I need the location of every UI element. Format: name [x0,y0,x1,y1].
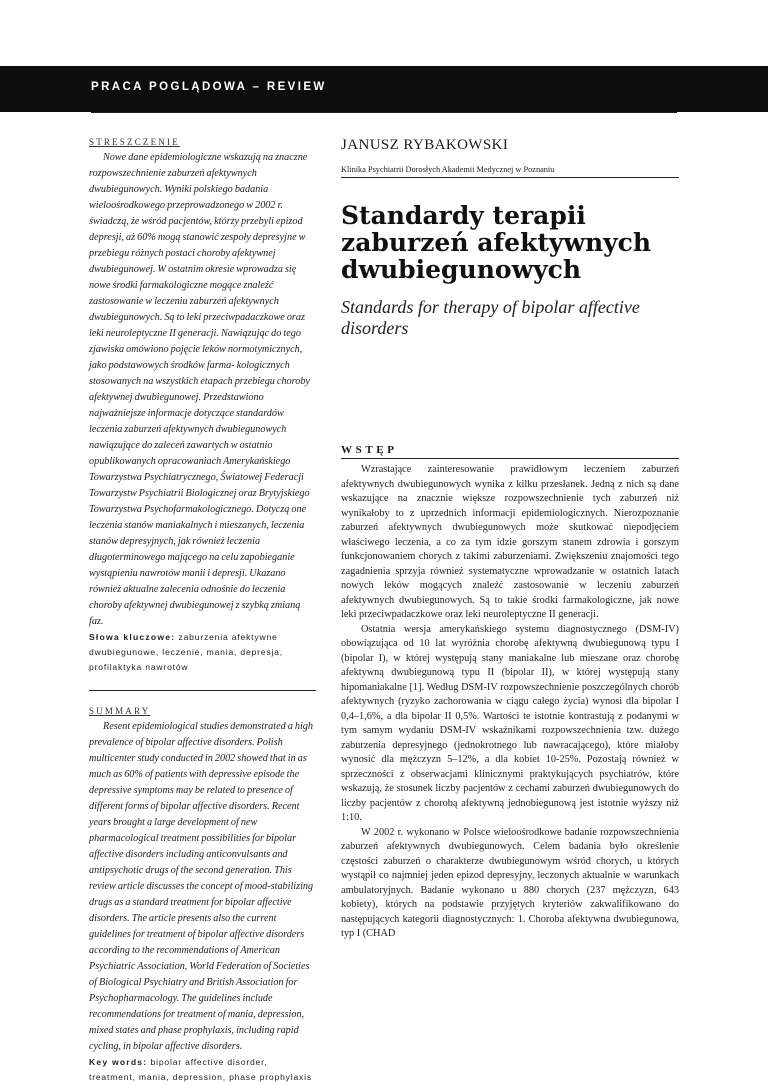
abstract-pl-label: STRESZCZENIE [89,137,180,147]
section-banner [0,66,768,112]
title-english: Standards for therapy of bipolar affective disorders [341,297,640,338]
author-name: JANUSZ RYBAKOWSKI [341,137,509,153]
author-affiliation: Klinika Psychiatrii Dorosłych Akademii Medycznej w Poznaniu [341,165,679,178]
abstract-en-keywords [89,1055,316,1085]
abstract-column [89,137,316,1085]
banner-underline [91,112,677,113]
abstract-pl-text: Nowe dane epidemiologiczne wskazują na znaczne rozpowszechnienie zaburzeń afektywnych dwubiegunowych. Wyniki polskiego badania wieloośrodkowego przeprowadzonego w 2002 r. świadczą, że wśród pacjentów, którzy przebyli epizod depresji, aż 60% mogą stanowić zespoły depresyjne w przebiegu różnych postaci choroby afektywnej dwubiegunowej. W ostatnim okresie wprowadza się nowe środki farmakologiczne mogące znaleźć zastosowanie w leczeniu zaburzeń afektywnych dwubiegunowych. Są to leki przeciwpadaczkowe oraz leki neuroleptyczne II generacji. Nawiązując do tego zjawiska omówiono pojęcie leków normotymicznych, jako podstawowych środków farma- kologicznych stosowanych na wszystkich etapach przebiegu choroby afektywnej dwubiegunowej. Przedstawiono najważniejsze informacje dotyczące standardów leczenia zaburzeń afektywnych dwubiegunowych nawiązujące do zaleceń zawartych w ostatnio opublikowanych opracowaniach Amerykańskiego Towarzystwa Psychiatrycznego, Światowej Federacji Towarzystw Psychiatrii Biologicznej oraz Brytyjskiego Towarzystwa Psychofarmakologicznego. Dotyczą one leczenia stanów maniakalnych i mieszanych, leczenia stanów depresyjnych, jak również leczenia długoterminowego mającego na celu zapobieganie wystąpieniu nawrotów manii i depresji. Ukazano również aktualne zalecenia odnośnie do leczenia choroby afektywnej dwubiegunowej z szybką zmianą faz. [89,152,310,627]
banner-label: PRACA POGLĄDOWA – REVIEW [91,81,327,93]
intro-heading: WSTĘP [341,444,679,459]
intro-paragraph: Ostatnia wersja amerykańskiego systemu diagnostycznego (DSM-IV) obowiązująca od 10 lat wyróżnia chorobę afektywną dwubiegunową typu I (bipolar I), w której występują stany maniakalne lub mieszane oraz chorobę afektywną dwubiegunową typu II (bipolar II), w której występują stany hipomaniakalne [1]. Według DSM-IV rozpowszechnienie poszczególnych chorób afektywnych (ryzyko zachorowania w ciągu całego życia) wynosi dla bipolar I 0,4–1,6%, a dla bipolar II 0,5%. Wartości te istotnie kontrastują z podanymi w tym samym wydaniu DSM-IV wskaźnikami rozpowszechnienia tzw. dużego zaburzenia depresyjnego (jednokrotnego lub nawracającego), które miałoby wynosić dla mężczyzn 5–12%, a dla kobiet 10-25%. Pozostają również w sprzeczności z obserwacjami klinicznymi praktykujących psychiatrów, które wskazują, że stosunek liczby pacjentów z cechami zaburzeń dwubiegunowych do liczby pacjentów z chorobą afektywną jednobiegunową jest istotnie wyższy niż 1:10. [341,623,679,823]
intro-body [341,463,679,942]
intro-paragraph: W 2002 r. wykonano w Polsce wieloośrodkowe badanie rozpowszechnienia zaburzeń afektywnych dwubiegunowych. Celem badania było określenie częstości zaburzeń o charakterze dwubiegunowym wśród chorych, u których wystąpił co najmniej jeden epizod depresyjny, leczonych aktualnie w warunkach ambulatoryjnych. Badanie wykonano u 880 chorych (237 mężczyzn, 643 kobiety), których na podstawie przyjętych kryteriów zakwalifikowano do następujących kategorii diagnostycznych: 1. Choroba afektywna dwubiegunowa, typ I (CHAD [341,826,679,939]
abstract-en-label: SUMMARY [89,706,151,716]
keywords-pl-label: Słowa kluczowe: [89,632,176,642]
abstract-separator [89,690,316,691]
intro-paragraph: Wzrastające zainteresowanie prawidłowym leczeniem zaburzeń afektywnych dwubiegunowych wynika z kilku przesłanek. Jedną z nich są dane wskazujące na znacznie większe rozpowszechnienie tych zaburzeń niż wynikałoby to z uprzednich informacji epidemiologicznych. Nierozpoznanie zaburzeń afektywnych dwubiegunowych może skutkować niepodjęciem właściwego leczenia, a co za tym idzie gorszym stanem zdrowia i gorszym funkcjonowaniem chorych z takimi zaburzeniami. Zwiększeniu znajomości tego zagadnienia sprzyja również systematyczne wprowadzanie w ostatnich latach nowych leków mogących znaleźć zastosowanie w leczeniu zaburzeń afektywnych dwubiegunowych. Są to takie środki farmakologiczne, jak nowe leki przeciwpadaczkowe oraz leki neuroleptyczne II generacji. [341,464,679,620]
article-header [341,137,679,339]
abstract-en-text: Resent epidemiological studies demonstrated a high prevalence of bipolar affective disorders. Polish multicenter study conducted in 2002 showed that in as much as 60% of patients with depressive episode the depressive symptoms may be related to presence of different forms of bipolar affective disorders. Recent years brought a large development of new pharmacological treatment possibilities for bipolar affective disorders including anticonvulsants and antipsychotic drugs of the second generation. This review article discusses the concept of mood-stabilizing drugs as a standard treatment for bipolar affective disorders. The article presents also the current guidelines for treatment of bipolar affective disorders according to the recommendations of American Psychiatric Association, World Federation of Societies of Biological Psychiatry and British Association for Psychopharmacology. The guidelines include recommendations for treatment of mania, depression, mixed states and phase prophylaxis, including rapid cycling, in bipolar affective disorders. [89,721,314,1052]
title-polish: Standardy terapii zaburzeń afektywnych dwubiegunowych [341,201,652,284]
abstract-pl-keywords [89,630,316,675]
keywords-en-text: bipolar affective disorder, treatment, mania, depression, phase prophylaxis [89,1057,312,1082]
keywords-pl-text: zaburzenia afektywne dwubiegunowe, leczenie, mania, depresja, profilaktyka nawrotów [89,632,283,672]
keywords-en-label: Key words: [89,1057,148,1067]
